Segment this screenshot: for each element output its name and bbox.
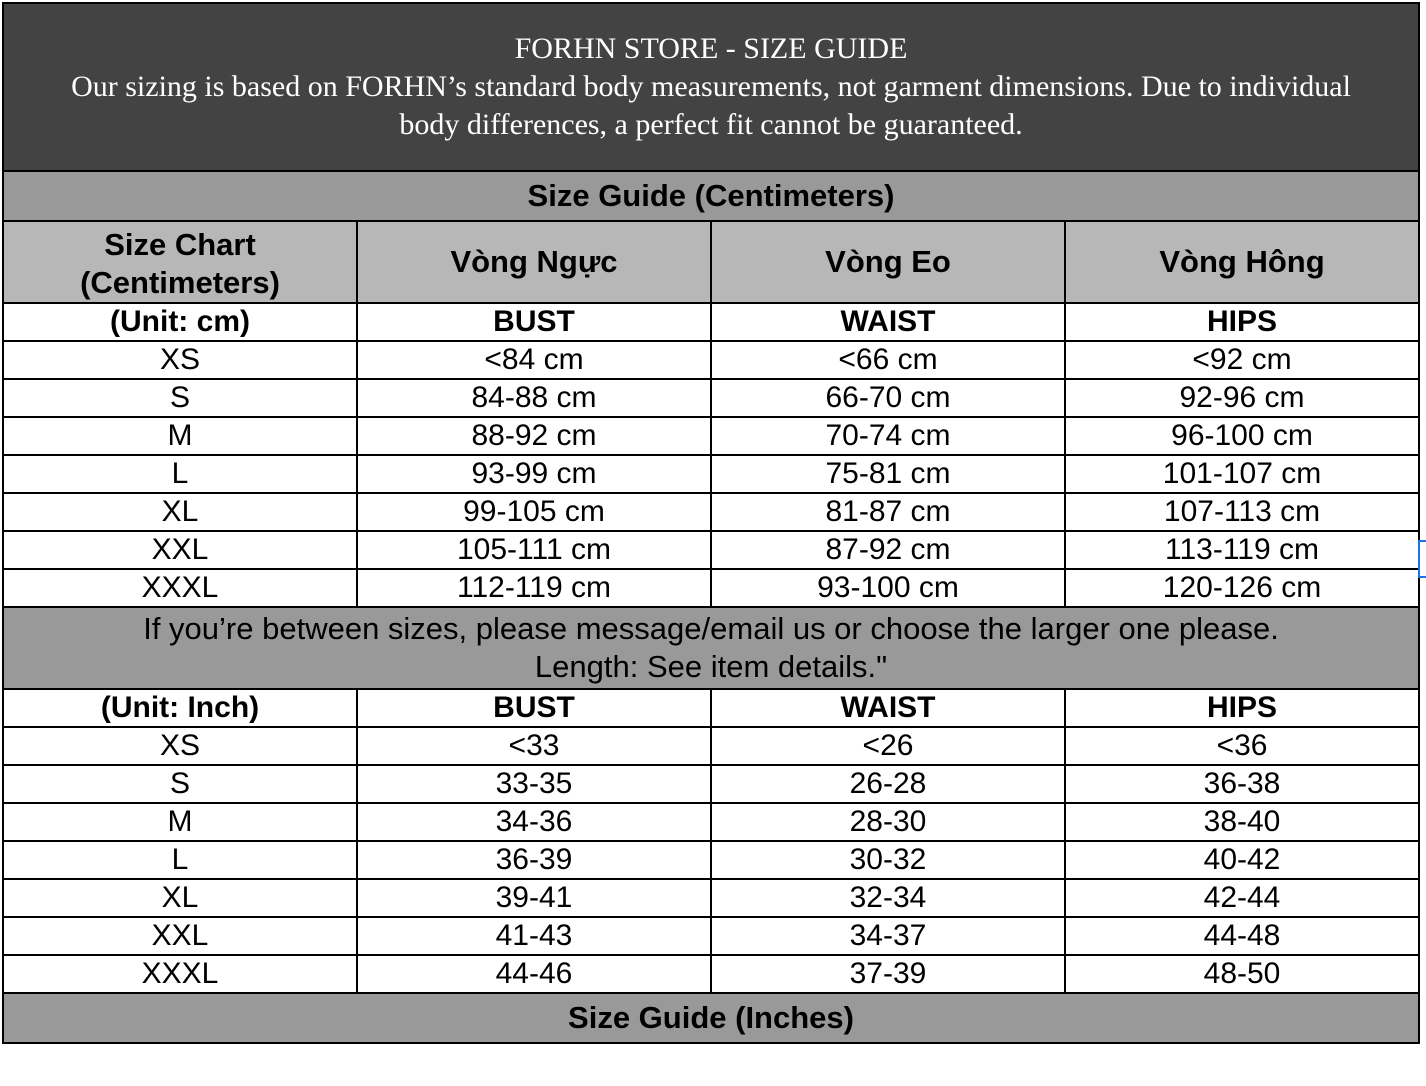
table-cell[interactable]: XS xyxy=(3,341,357,379)
table-cell[interactable]: 30-32 xyxy=(711,841,1065,879)
table-cell[interactable]: XL xyxy=(3,879,357,917)
inch-hips-label[interactable]: HIPS xyxy=(1065,689,1419,727)
table-cell[interactable]: 93-100 cm xyxy=(711,569,1065,607)
inch-waist-label[interactable]: WAIST xyxy=(711,689,1065,727)
table-cell[interactable]: S xyxy=(3,379,357,417)
cm-hips-label[interactable]: HIPS xyxy=(1065,303,1419,341)
table-cell[interactable]: 87-92 cm xyxy=(711,531,1065,569)
cm-row-m xyxy=(3,417,1419,455)
cm-row-xl xyxy=(3,493,1419,531)
table-cell[interactable]: 42-44 xyxy=(1065,879,1419,917)
table-cell[interactable]: XXXL xyxy=(3,569,357,607)
cm-row-xxxl xyxy=(3,569,1419,607)
table-cell[interactable]: 26-28 xyxy=(711,765,1065,803)
table-cell[interactable]: M xyxy=(3,417,357,455)
table-cell[interactable]: L xyxy=(3,841,357,879)
banner-cell[interactable] xyxy=(3,3,1419,171)
inch-unit-label[interactable]: (Unit: Inch) xyxy=(3,689,357,727)
table-cell[interactable]: M xyxy=(3,803,357,841)
table-cell[interactable]: XXXL xyxy=(3,955,357,993)
inch-row-xl xyxy=(3,879,1419,917)
table-cell[interactable]: 33-35 xyxy=(357,765,711,803)
table-cell[interactable]: L xyxy=(3,455,357,493)
table-cell[interactable]: 113-119 cm xyxy=(1065,531,1419,569)
table-cell[interactable]: 36-38 xyxy=(1065,765,1419,803)
table-cell[interactable]: 38-40 xyxy=(1065,803,1419,841)
table-cell[interactable]: 41-43 xyxy=(357,917,711,955)
cm-row-xs xyxy=(3,341,1419,379)
table-cell[interactable]: 93-99 cm xyxy=(357,455,711,493)
cm-unit-row xyxy=(3,303,1419,341)
table-cell[interactable]: <36 xyxy=(1065,727,1419,765)
table-cell[interactable]: 28-30 xyxy=(711,803,1065,841)
header-size-chart[interactable]: Size Chart (Centimeters) xyxy=(3,221,357,303)
between-sizes-note[interactable] xyxy=(3,607,1419,689)
inch-row-xxxl xyxy=(3,955,1419,993)
table-cell[interactable]: 75-81 cm xyxy=(711,455,1065,493)
table-cell[interactable]: XS xyxy=(3,727,357,765)
table-cell[interactable]: 36-39 xyxy=(357,841,711,879)
table-cell[interactable]: <33 xyxy=(357,727,711,765)
table-cell[interactable]: 48-50 xyxy=(1065,955,1419,993)
table-cell[interactable]: 120-126 cm xyxy=(1065,569,1419,607)
table-cell[interactable]: 37-39 xyxy=(711,955,1065,993)
table-cell[interactable]: 92-96 cm xyxy=(1065,379,1419,417)
table-cell[interactable]: 99-105 cm xyxy=(357,493,711,531)
table-cell[interactable]: 34-37 xyxy=(711,917,1065,955)
banner-row xyxy=(3,3,1419,171)
inch-section-title[interactable]: Size Guide (Inches) xyxy=(3,993,1419,1043)
note-line-2: Length: See item details." xyxy=(534,649,888,684)
table-cell[interactable]: <84 cm xyxy=(357,341,711,379)
table-cell[interactable]: 39-41 xyxy=(357,879,711,917)
header-bust-vn[interactable]: Vòng Ngực xyxy=(357,221,711,303)
table-cell[interactable]: 88-92 cm xyxy=(357,417,711,455)
header-waist-vn[interactable]: Vòng Eo xyxy=(711,221,1065,303)
table-cell[interactable]: 84-88 cm xyxy=(357,379,711,417)
inch-row-s xyxy=(3,765,1419,803)
inch-bust-label[interactable]: BUST xyxy=(357,689,711,727)
table-cell[interactable]: S xyxy=(3,765,357,803)
cm-section-title[interactable]: Size Guide (Centimeters) xyxy=(3,171,1419,221)
table-cell[interactable]: 105-111 cm xyxy=(357,531,711,569)
cm-row-xxl xyxy=(3,531,1419,569)
inch-section-title-row xyxy=(3,993,1419,1043)
table-cell[interactable]: 44-48 xyxy=(1065,917,1419,955)
inch-row-xs xyxy=(3,727,1419,765)
table-cell[interactable]: 112-119 cm xyxy=(357,569,711,607)
cm-bust-label[interactable]: BUST xyxy=(357,303,711,341)
table-cell[interactable]: <92 cm xyxy=(1065,341,1419,379)
column-header-row xyxy=(3,221,1419,303)
inch-row-l xyxy=(3,841,1419,879)
cell-selection-marker[interactable] xyxy=(1418,540,1426,578)
store-title: FORHN STORE - SIZE GUIDE xyxy=(514,32,908,65)
header-hips-vn[interactable]: Vòng Hông xyxy=(1065,221,1419,303)
table-cell[interactable]: 44-46 xyxy=(357,955,711,993)
table-cell[interactable]: XL xyxy=(3,493,357,531)
between-sizes-note-row xyxy=(3,607,1419,689)
cm-row-l xyxy=(3,455,1419,493)
table-cell[interactable]: <66 cm xyxy=(711,341,1065,379)
table-cell[interactable]: XXL xyxy=(3,531,357,569)
cm-waist-label[interactable]: WAIST xyxy=(711,303,1065,341)
table-cell[interactable]: 96-100 cm xyxy=(1065,417,1419,455)
size-guide-table xyxy=(2,2,1420,1044)
table-cell[interactable]: 32-34 xyxy=(711,879,1065,917)
note-line-1: If you’re between sizes, please message/email us or choose the larger one please. xyxy=(143,611,1279,646)
table-cell[interactable]: <26 xyxy=(711,727,1065,765)
banner-disclaimer-line-2: body differences, a perfect fit cannot be guaranteed. xyxy=(399,108,1023,141)
table-cell[interactable]: 107-113 cm xyxy=(1065,493,1419,531)
inch-row-m xyxy=(3,803,1419,841)
cm-section-title-row xyxy=(3,171,1419,221)
table-cell[interactable]: XXL xyxy=(3,917,357,955)
table-cell[interactable]: 81-87 cm xyxy=(711,493,1065,531)
table-cell[interactable]: 101-107 cm xyxy=(1065,455,1419,493)
inch-row-xxl xyxy=(3,917,1419,955)
table-cell[interactable]: 70-74 cm xyxy=(711,417,1065,455)
banner-disclaimer-line-1: Our sizing is based on FORHN’s standard body measurements, not garment dimensions. Due to individual xyxy=(71,70,1351,103)
table-cell[interactable]: 34-36 xyxy=(357,803,711,841)
cm-unit-label[interactable]: (Unit: cm) xyxy=(3,303,357,341)
cm-row-s xyxy=(3,379,1419,417)
table-cell[interactable]: 66-70 cm xyxy=(711,379,1065,417)
table-cell[interactable]: 40-42 xyxy=(1065,841,1419,879)
inch-unit-row xyxy=(3,689,1419,727)
